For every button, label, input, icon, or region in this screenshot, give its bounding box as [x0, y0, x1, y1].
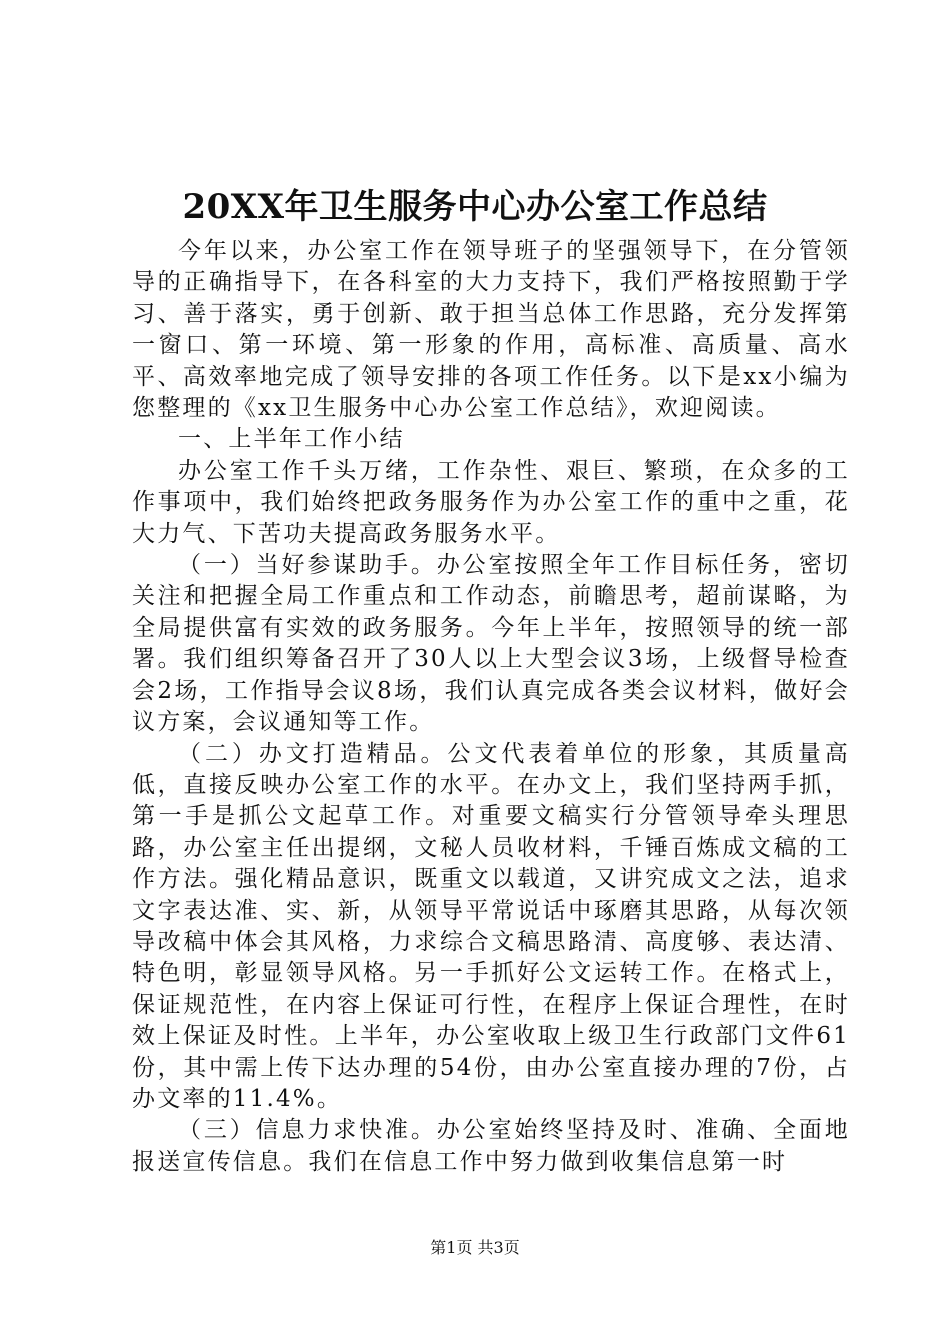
- item-two-paragraph: （二）办文打造精品。公文代表着单位的形象，其质量高低，直接反映办公室工作的水平。在办文上，我们坚持两手抓，第一手是抓公文起草工作。对重要文稿实行分管领导牵头理思路，办公室主任出提纲，文秘人员收材料，千锤百炼成文稿的工作方法。强化精品意识，既重文以载道，又讲究成文之法，追求文字表达准、实、新，从领导平常说话中琢磨其思路，从每次领导改稿中体会其风格，力求综合文稿思路清、高度够、表达清、特色明，彰显领导风格。另一手抓好公文运转工作。在格式上，保证规范性，在内容上保证可行性，在程序上保证合理性，在时效上保证及时性。上半年，办公室收取上级卫生行政部门文件61份，其中需上传下达办理的54份，由办公室直接办理的7份，占办文率的11.4%。: [132, 740, 850, 1112]
- item-three-paragraph: （三）信息力求快准。办公室始终坚持及时、准确、全面地报送宣传信息。我们在信息工作中努力做到收集信息第一时: [132, 1117, 850, 1175]
- section-heading: 一、上半年工作小结: [178, 426, 405, 453]
- item-one-paragraph: （一）当好参谋助手。办公室按照全年工作目标任务，密切关注和把握全局工作重点和工作动态，前瞻思考，超前谋略，为全局提供富有实效的政务服务。今年上半年，按照领导的统一部署。我们组织筹备召开了30人以上大型会议3场，上级督导检查会2场，工作指导会议8场，我们认真完成各类会议材料，做好会议方案，会议通知等工作。: [132, 552, 850, 736]
- intro-paragraph: 今年以来，办公室工作在领导班子的坚强领导下，在分管领导的正确指导下，在各科室的大力支持下，我们严格按照勤于学习、善于落实，勇于创新、敢于担当总体工作思路，充分发挥第一窗口、第一环境、第一形象的作用，高标准、高质量、高水平、高效率地完成了领导安排的各项工作任务。以下是xx小编为您整理的《xx卫生服务中心办公室工作总结》，欢迎阅读。: [132, 238, 850, 422]
- document-title: 20XX年卫生服务中心办公室工作总结: [182, 187, 768, 227]
- page-number-footer: 第1页 共3页: [430, 1238, 520, 1257]
- summary-paragraph: 办公室工作千头万绪，工作杂性、艰巨、繁琐，在众多的工作事项中，我们始终把政务服务作为办公室工作的重中之重，花大力气、下苦功夫提高政务服务水平。: [132, 457, 850, 547]
- document-body: [132, 236, 850, 1178]
